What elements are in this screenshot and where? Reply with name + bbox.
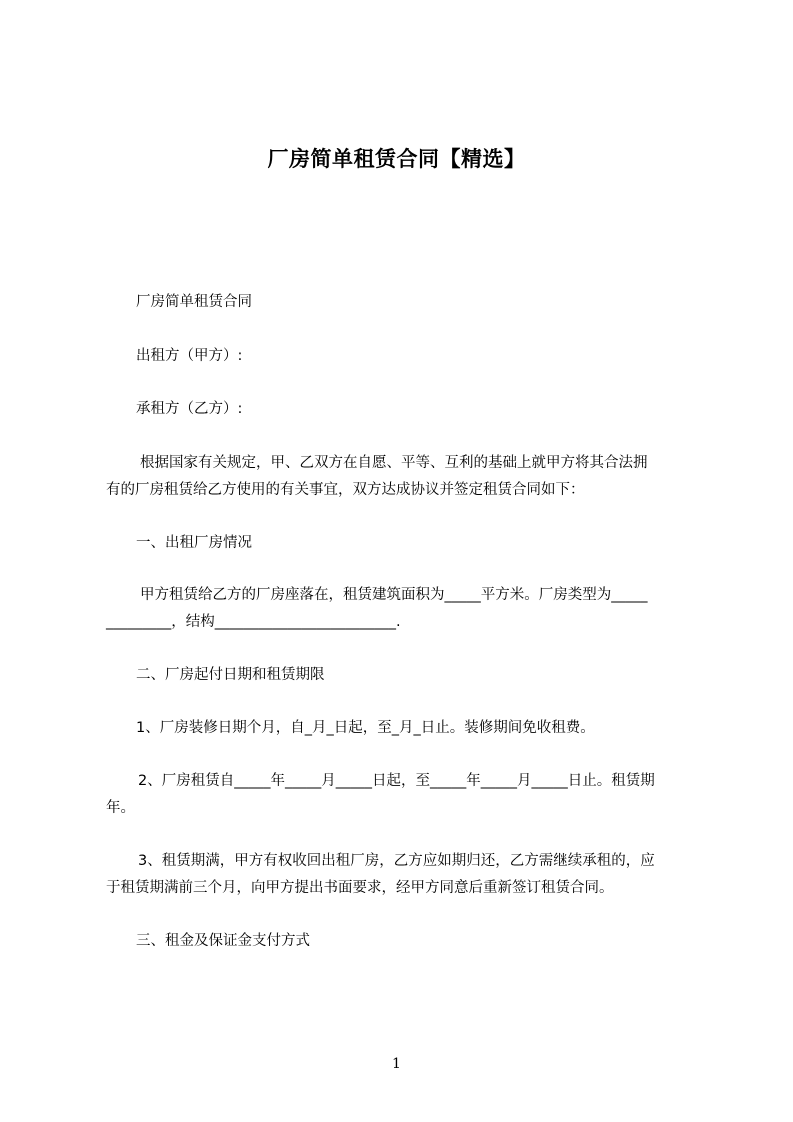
- preamble-line-2: 有的厂房租赁给乙方使用的有关事宜，双方达成协议并签定租赁合同如下：: [106, 482, 585, 498]
- section-1-heading: 一、出租厂房情况: [136, 535, 252, 551]
- section-2-heading: 二、厂房起付日期和租赁期限: [136, 667, 325, 683]
- lessee-field: 承租方（乙方）:: [136, 401, 243, 417]
- preamble-line-1: 根据国家有关规定，甲、乙双方在自愿、平等、互利的基础上就甲方将其合法拥: [140, 455, 648, 471]
- page-number: 1: [392, 1056, 401, 1072]
- document-title: 厂房简单租赁合同【精选】: [267, 147, 526, 171]
- section-3-heading: 三、租金及保证金支付方式: [136, 933, 310, 949]
- lessor-field: 出租方（甲方）:: [136, 348, 243, 364]
- section-2-item-2-line-2: 年。: [106, 800, 135, 816]
- section-1-text-line-1: 甲方租赁给乙方的厂房座落在，租赁建筑面积为_____平方米。厂房类型为_____: [140, 587, 648, 603]
- section-2-item-1: 1、厂房装修日期个月，自_月_日起，至_月_日止。装修期间免收租费。: [136, 720, 595, 736]
- section-2-item-2-line-1: 2、厂房租赁自_____年_____月_____日起，至_____年_____月_____日止。租赁期: [138, 773, 655, 789]
- section-2-item-3-line-2: 于租赁期满前三个月，向甲方提出书面要求，经甲方同意后重新签订租赁合同。: [106, 880, 614, 896]
- contract-heading: 厂房简单租赁合同: [136, 294, 252, 310]
- section-2-item-3-line-1: 3、租赁期满，甲方有权收回出租厂房，乙方应如期归还，乙方需继续承租的，应: [138, 853, 655, 869]
- section-1-text-line-2: _________，结构_________________________.: [106, 614, 401, 630]
